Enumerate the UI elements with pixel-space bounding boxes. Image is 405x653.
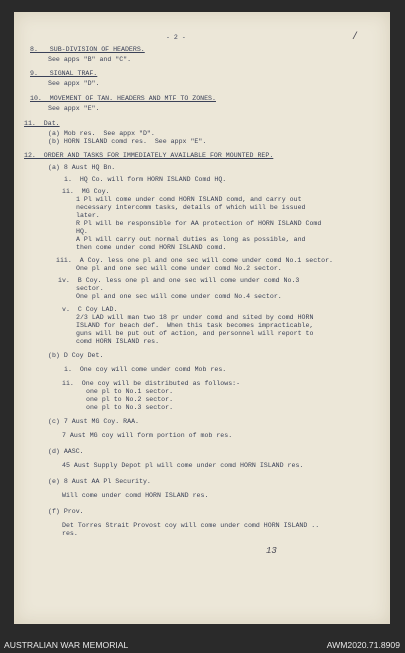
- heading-line: 10. MOVEMENT OF TAN. HEADERS AND MTF TO ZONES.: [30, 95, 216, 102]
- handwritten-page-mark: 13: [266, 546, 277, 556]
- text-line: (a) Mob res. See appx "D".: [48, 130, 155, 137]
- text-line: i. One coy will come under comd Mob res.: [64, 366, 227, 373]
- text-line: one pl to No.1 sector.: [86, 388, 174, 395]
- subheading-line: (b) D Coy Det.: [48, 352, 104, 359]
- text-line: one pl to No.2 sector.: [86, 396, 174, 403]
- footer-institution: AUSTRALIAN WAR MEMORIAL: [4, 640, 129, 650]
- text-line: necessary intercomm tasks, details of which will be issued: [76, 204, 306, 211]
- subheading-line: (e) 8 Aust AA Pl Security.: [48, 478, 151, 485]
- typed-text: [14, 12, 390, 624]
- text-line: later.: [76, 212, 100, 219]
- text-line: i. HQ Co. will form HORN ISLAND Comd HQ.: [64, 176, 227, 183]
- text-line: A Pl will carry out normal duties as long as possible, and: [76, 236, 306, 243]
- subheading-line: ii. MG Coy.: [62, 188, 110, 195]
- corner-mark: /: [352, 32, 359, 43]
- text-line: ISLAND for beach def. When this task becomes impracticable,: [76, 322, 314, 329]
- heading-line: 11. Dat.: [24, 120, 60, 127]
- text-line: One pl and one sec will come under comd No.2 sector.: [76, 265, 282, 272]
- text-line: iii. A Coy. less one pl and one sec will come under comd No.1 sector.: [56, 257, 333, 264]
- text-line: comd HORN ISLAND res.: [76, 338, 160, 345]
- text-line: 45 Aust Supply Depot pl will come under comd HORN ISLAND res.: [62, 462, 304, 469]
- text-line: Det Torres Strait Provost coy will come under comd HORN ISLAND ..: [62, 522, 320, 529]
- document-page: [14, 12, 390, 624]
- footer-catalogue-id: AWM2020.71.8909: [326, 640, 400, 650]
- text-line: One pl and one sec will come under comd No.4 sector.: [76, 293, 282, 300]
- text-line: then come under comd HORN ISLAND comd.: [76, 244, 227, 251]
- text-line: res.: [62, 530, 78, 537]
- text-line: ii. One coy will be distributed as follows:-: [62, 380, 241, 387]
- heading-line: 9. SIGNAL TRAF.: [30, 70, 98, 77]
- page-number: - 2 -: [166, 34, 186, 41]
- text-line: See apps "B" and "C".: [48, 56, 132, 63]
- text-line: R Pl will be responsible for AA protection of HORN ISLAND Comd: [76, 220, 322, 227]
- archive-footer: [0, 637, 405, 653]
- text-line: See appx "E".: [48, 105, 100, 112]
- text-line: 1 Pl will come under comd HORN ISLAND comd, and carry out: [76, 196, 302, 203]
- text-line: (b) HORN ISLAND comd res. See appx "E".: [48, 138, 207, 145]
- text-line: one pl to No.3 sector.: [86, 404, 174, 411]
- text-line: Will come under comd HORN ISLAND res.: [62, 492, 209, 499]
- text-line: 7 Aust MG coy will form portion of mob res.: [62, 432, 233, 439]
- text-line: guns will be put out of action, and personnel will report to: [76, 330, 314, 337]
- subheading-line: (d) AASC.: [48, 448, 84, 455]
- subheading-line: (f) Prov.: [48, 508, 84, 515]
- heading-line: 8. SUB-DIVISION OF HEADERS.: [30, 46, 145, 53]
- text-line: HQ.: [76, 228, 88, 235]
- subheading-line: v. C Coy LAD.: [62, 306, 118, 313]
- text-line: See appx "D".: [48, 80, 100, 87]
- text-line: 2/3 LAD will man two 18 pr under comd and sited by comd HORN: [76, 314, 314, 321]
- text-line: iv. B Coy. less one pl and one sec will come under comd No.3: [58, 277, 300, 284]
- subheading-line: (a) 8 Aust HQ Bn.: [48, 164, 116, 171]
- heading-line: 12. ORDER AND TASKS FOR IMMEDIATELY AVAILABLE FOR MOUNTED REP.: [24, 152, 274, 159]
- text-line: sector.: [76, 285, 104, 292]
- subheading-line: (c) 7 Aust MG Coy. RAA.: [48, 418, 140, 425]
